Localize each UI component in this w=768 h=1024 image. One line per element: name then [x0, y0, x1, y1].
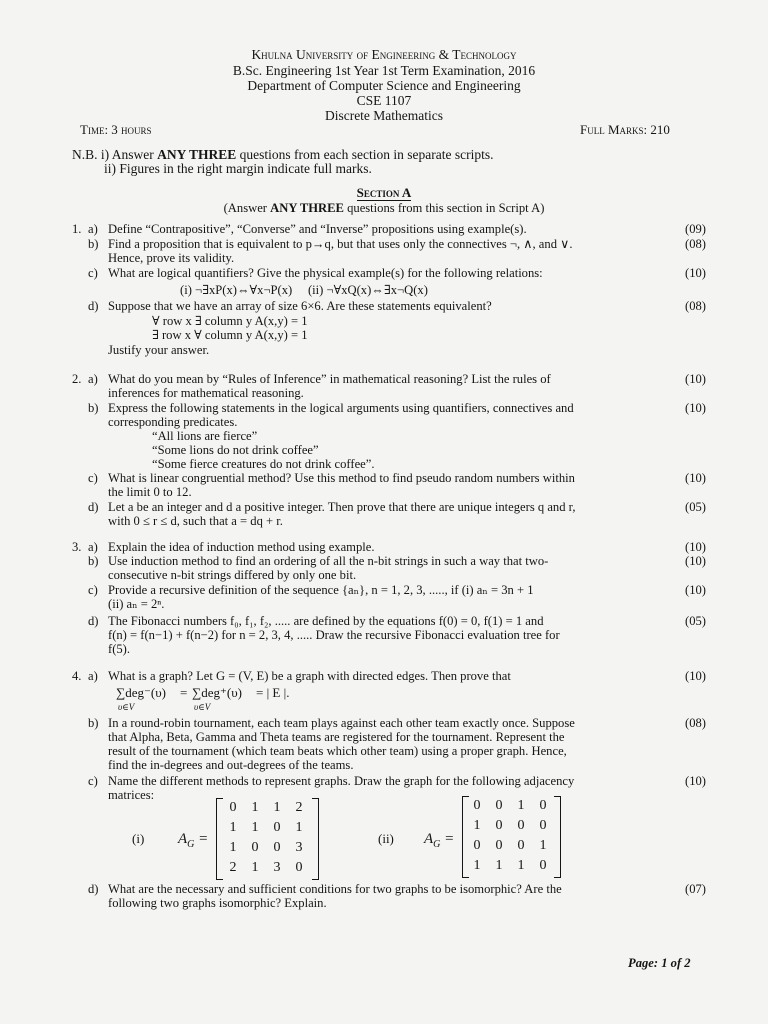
q1c-formula: (i) ¬∃xP(x)⇔∀x¬P(x) (ii) ¬∀xQ(x)⇔∃x¬Q(x) [180, 283, 428, 297]
q2a-text: What do you mean by “Rules of Inference” in mathematical reasoning? List the rules of [108, 372, 551, 386]
q2c-marks: (10) [685, 471, 706, 485]
q1a-text: Define “Contrapositive”, “Converse” and “Inverse” propositions using example(s). [108, 222, 527, 236]
q4c-text: Name the different methods to represent graphs. Draw the graph for the following adjacency [108, 774, 575, 788]
q2c-text: What is linear congruential method? Use this method to find pseudo random numbers within [108, 471, 575, 485]
q3b-text: Use induction method to find an ordering of all the n-bit strings in such a way that two- [108, 554, 549, 568]
q4b-text: In a round-robin tournament, each team plays against each other team exactly once. Suppose [108, 716, 575, 730]
q2a-text-2: inferences for mathematical reasoning. [108, 386, 304, 400]
course-code: CSE 1107 [356, 93, 412, 108]
exam-title: B.Sc. Engineering 1st Year 1st Term Examination, 2016 [232, 63, 536, 78]
matrix-cell: 0 [473, 838, 481, 853]
matrix-cell: 1 [295, 820, 303, 835]
matrix-cell: 2 [229, 860, 237, 875]
matrix-cell: 1 [273, 800, 281, 815]
matrix-cell: 1 [229, 840, 237, 855]
q4c-label: c) [88, 774, 98, 788]
q3c-label: c) [88, 583, 98, 597]
q4b-text-4: find the in-degrees and out-degrees of the teams. [108, 758, 354, 772]
q4b-marks: (08) [685, 716, 706, 730]
nb-line-2: ii) Figures in the right margin indicate full marks. [104, 161, 372, 176]
q1c-label: c) [88, 266, 98, 280]
q4a-edge-count: = | E |. [256, 685, 290, 700]
matrix-cell: 3 [295, 840, 303, 855]
matrix-cell: 1 [251, 820, 259, 835]
q2d-text: Let a be an integer and d a positive integer. Then prove that there are unique integers q and r, [108, 500, 576, 514]
q4c-text-2: matrices: [108, 788, 155, 802]
matrix-cell: 1 [229, 820, 237, 835]
matrix-cell: 0 [539, 798, 547, 813]
matrix-cell: 0 [473, 798, 481, 813]
q1d-label: d) [88, 299, 99, 313]
question-4-number: 4. [72, 669, 82, 683]
q4d-label: d) [88, 882, 99, 896]
q4b-text-2: that Alpha, Beta, Gamma and Theta teams are registered for the tournament. Represent the [108, 730, 565, 744]
matrix-cell: 1 [251, 860, 259, 875]
q2b-statement-1: “All lions are fierce” [152, 429, 258, 443]
matrix-1-right-bracket [312, 798, 319, 880]
q1d-justify: Justify your answer. [108, 343, 210, 357]
q4a-subscript-2: υ∈V [194, 702, 211, 712]
q4a-sum-indegree: ∑deg⁻(υ) [116, 685, 166, 700]
matrix-cell: 1 [517, 858, 525, 873]
q2a-marks: (10) [685, 372, 706, 386]
q2b-statement-2: “Some lions do not drink coffee” [152, 443, 319, 457]
q3a-marks: (10) [685, 540, 706, 554]
q4a-label: a) [88, 669, 98, 683]
q3d-text: The Fibonacci numbers f₀, f₁, f₂, ..... are defined by the equations f(0) = 0, f(1) = 1 and [108, 614, 544, 628]
matrix-cell: 0 [495, 818, 503, 833]
q1a-label: a) [88, 222, 98, 236]
q3d-label: d) [88, 614, 99, 628]
q4a-marks: (10) [685, 669, 706, 683]
question-2-number: 2. [72, 372, 82, 386]
q2d-label: d) [88, 500, 99, 514]
q3a-label: a) [88, 540, 98, 554]
q1b-marks: (08) [685, 237, 706, 251]
q1b-text-2: Hence, prove its validity. [108, 251, 235, 265]
q2c-label: c) [88, 471, 98, 485]
q4b-text-3: result of the tournament (which team beats which other team) using a proper graph. Hence, [108, 744, 567, 758]
full-marks-label: Full Marks: 210 [580, 122, 670, 137]
time-label: Time: 3 hours [80, 122, 152, 137]
q3c-marks: (10) [685, 583, 706, 597]
section-title: Section A [356, 185, 412, 200]
question-1-number: 1. [72, 222, 82, 236]
q4d-text-2: following two graphs isomorphic? Explain. [108, 896, 327, 910]
q2a-label: a) [88, 372, 98, 386]
q4a-equals: = [180, 685, 188, 700]
matrix-cell: 1 [473, 858, 481, 873]
matrix-cell: 0 [539, 858, 547, 873]
matrix-1-label: (i) [132, 831, 145, 846]
page-number: Page: 1 of 2 [628, 956, 691, 970]
q2b-statement-3: “Some fierce creatures do not drink coffee”. [152, 457, 375, 471]
q3d-text-2: f(n) = f(n−1) + f(n−2) for n = 2, 3, 4, ..... Draw the recursive Fibonacci evaluation tree for [108, 628, 560, 642]
matrix-2-ag: $A_G$ = [424, 831, 455, 850]
question-3-number: 3. [72, 540, 82, 554]
matrix-cell: 0 [517, 838, 525, 853]
q1d-marks: (08) [685, 299, 706, 313]
q2b-text-2: corresponding predicates. [108, 415, 238, 429]
matrix-cell: 2 [295, 800, 303, 815]
q2b-text: Express the following statements in the logical arguments using quantifiers, connectives and [108, 401, 574, 415]
matrix-2-right-bracket [554, 796, 561, 878]
matrix-cell: 1 [495, 858, 503, 873]
matrix-cell: 0 [495, 798, 503, 813]
q4a-subscript-1: υ∈V [118, 702, 135, 712]
q3c-text-2: (ii) aₙ = 2ⁿ. [108, 597, 165, 611]
q1b-text: Find a proposition that is equivalent to p→q, but that uses only the connectives ¬, ∧, and ∨. [108, 237, 573, 251]
q3a-text: Explain the idea of induction method using example. [108, 540, 375, 554]
q1b-label: b) [88, 237, 99, 251]
q2d-text-2: with 0 ≤ r ≤ d, such that a = dq + r. [108, 514, 283, 528]
q1d-text: Suppose that we have an array of size 6×6. Are these statements equivalent? [108, 299, 492, 313]
matrix-1-ag: $A_G$ = [178, 831, 209, 850]
q4d-text: What are the necessary and sufficient conditions for two graphs to be isomorphic? Are the [108, 882, 562, 896]
matrix-cell: 1 [473, 818, 481, 833]
q4c-marks: (10) [685, 774, 706, 788]
q3b-text-2: consecutive n-bit strings differed by only one bit. [108, 568, 357, 582]
matrix-2-label: (ii) [378, 831, 394, 846]
q2d-marks: (05) [685, 500, 706, 514]
q3d-marks: (05) [685, 614, 706, 628]
department-name: Department of Computer Science and Engineering [247, 78, 521, 93]
matrix-1-left-bracket [216, 798, 223, 880]
q4b-label: b) [88, 716, 99, 730]
q2b-marks: (10) [685, 401, 706, 415]
matrix-cell: 1 [539, 838, 547, 853]
q1d-statement-2: ∃ row x ∀ column y A(x,y) = 1 [152, 328, 308, 342]
matrix-cell: 0 [251, 840, 259, 855]
matrix-cell: 1 [251, 800, 259, 815]
q4a-sum-outdegree: ∑deg⁺(υ) [192, 685, 242, 700]
q3b-marks: (10) [685, 554, 706, 568]
nb-line-1: N.B. i) Answer ANY THREE questions from each section in separate scripts. [72, 147, 494, 162]
q1d-statement-1: ∀ row x ∃ column y A(x,y) = 1 [152, 314, 308, 328]
q2c-text-2: the limit 0 to 12. [108, 485, 192, 499]
matrix-cell: 0 [229, 800, 237, 815]
matrix-cell: 0 [273, 820, 281, 835]
matrix-cell: 0 [539, 818, 547, 833]
q4d-marks: (07) [685, 882, 706, 896]
q2b-label: b) [88, 401, 99, 415]
course-name: Discrete Mathematics [324, 108, 444, 123]
q1a-marks: (09) [685, 222, 706, 236]
matrix-cell: 3 [273, 860, 281, 875]
q1c-text: What are logical quantifiers? Give the physical example(s) for the following relations: [108, 266, 543, 280]
matrix-cell: 0 [517, 818, 525, 833]
q3d-text-3: f(5). [108, 642, 131, 656]
q4a-text: What is a graph? Let G = (V, E) be a graph with directed edges. Then prove that [108, 669, 511, 683]
matrix-cell: 0 [495, 838, 503, 853]
matrix-cell: 1 [517, 798, 525, 813]
q3b-label: b) [88, 554, 99, 568]
q1c-marks: (10) [685, 266, 706, 280]
matrix-cell: 0 [295, 860, 303, 875]
university-name: Khulna University of Engineering & Technology [251, 47, 517, 62]
matrix-cell: 0 [273, 840, 281, 855]
section-instructions: (Answer ANY THREE questions from this section in Script A) [223, 201, 545, 215]
q3c-text: Provide a recursive definition of the sequence {aₙ}, n = 1, 2, 3, ....., if (i) aₙ = 3n + 1 [108, 583, 534, 597]
